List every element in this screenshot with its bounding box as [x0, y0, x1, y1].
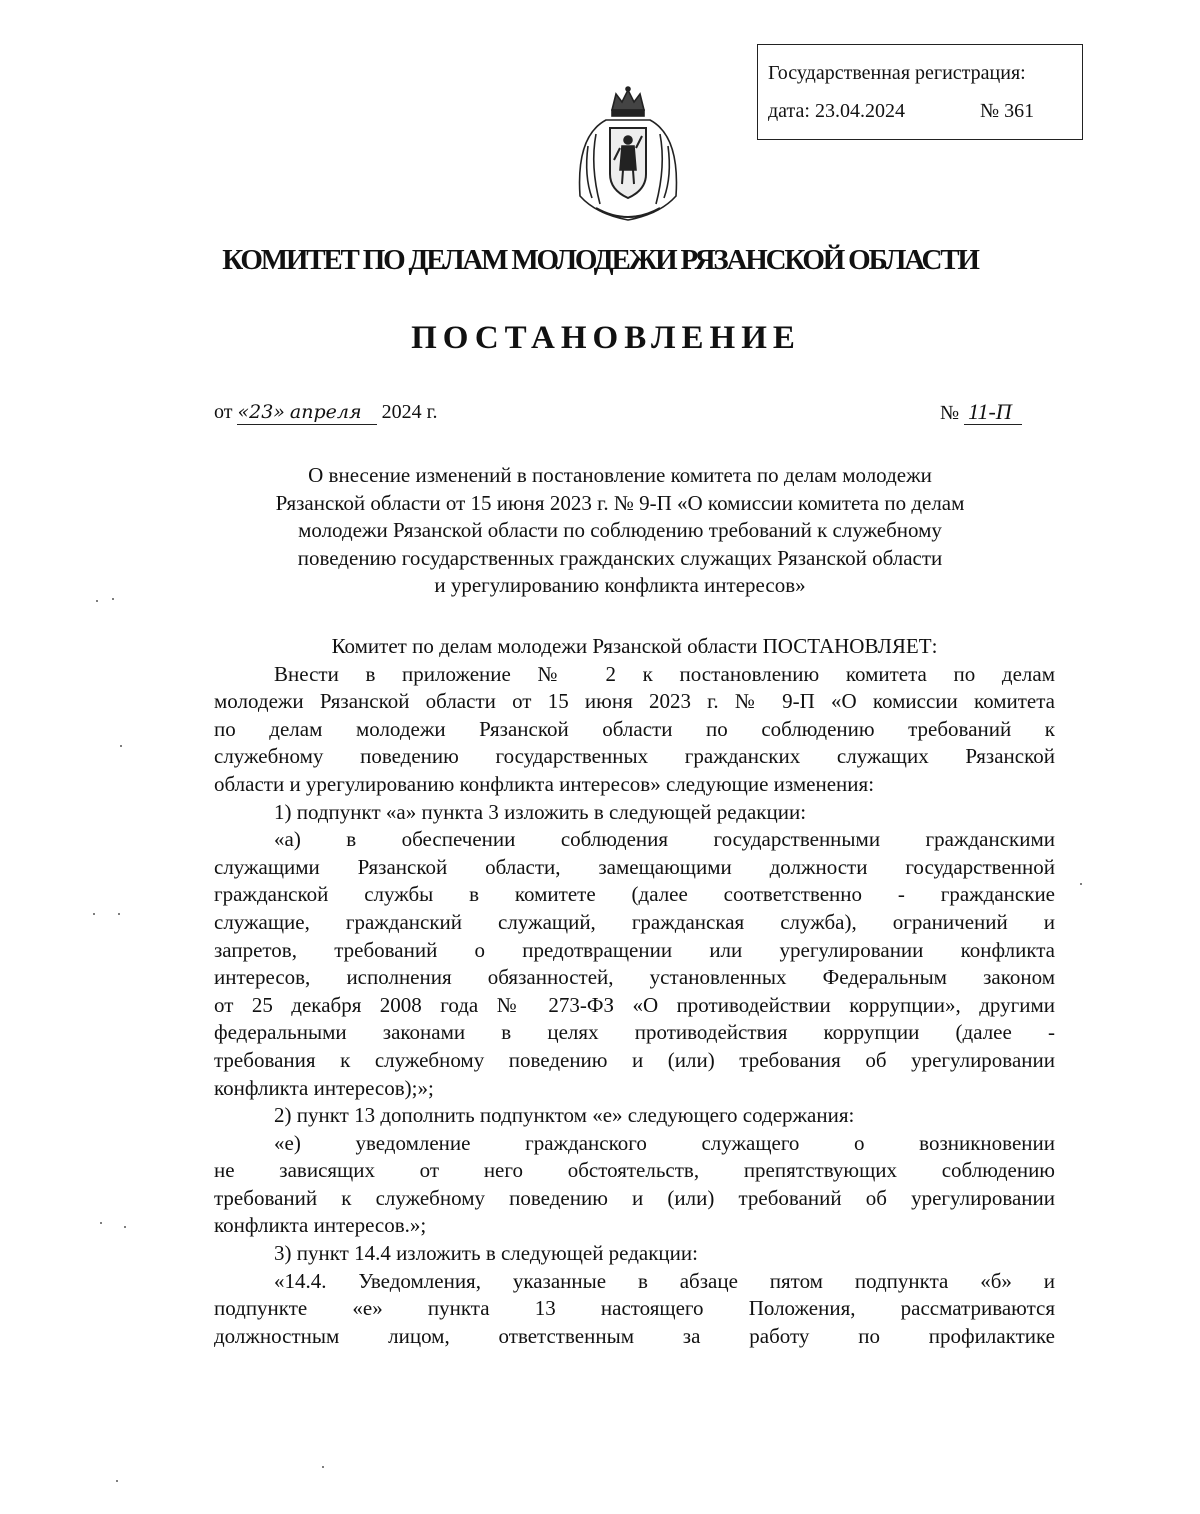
scan-speck: [96, 600, 98, 602]
document-type: ПОСТАНОВЛЕНИЕ: [411, 320, 801, 356]
handwritten-number: 11-П: [964, 399, 1022, 425]
scan-speck: [120, 745, 122, 747]
body-line: служебному поведению государственных гражданских служащих Рязанской: [214, 744, 1055, 769]
body-line: должностным лицом, ответственным за работу по профилактике: [214, 1323, 1055, 1348]
subject-line: О внесение изменений в постановление комитета по делам молодежи: [308, 463, 932, 487]
body-line: молодежи Рязанской области от 15 июня 2023 г. № 9-П «О комиссии комитета: [214, 689, 1055, 714]
body-line: требования к служебному поведению и (или) требования об урегулировании: [214, 1047, 1055, 1072]
document-date: [214, 401, 438, 425]
scan-speck: [322, 1466, 324, 1468]
scan-speck: [100, 1222, 102, 1224]
body-line: конфликта интересов);»;: [214, 1075, 434, 1100]
body-line: интересов, исполнения обязанностей, установленных Федеральным законом: [214, 965, 1055, 990]
scan-speck: [116, 1480, 118, 1482]
date-prefix: от: [214, 401, 233, 423]
scan-speck: [93, 913, 95, 915]
body-line: Внести в приложение № 2 к постановлению комитета по делам: [274, 661, 1055, 686]
scan-speck: [112, 598, 114, 600]
body-line: от 25 декабря 2008 года № 273-ФЗ «О противодействии коррупции», другими: [214, 992, 1055, 1017]
subject-line: и урегулированию конфликта интересов»: [434, 573, 806, 598]
document-number: [940, 399, 1022, 425]
body-line: «а) в обеспечении соблюдения государственными гражданскими: [274, 827, 1055, 852]
registration-stamp: [757, 44, 1083, 140]
body-line: гражданской службы в комитете (далее соответственно - гражданские: [214, 882, 1055, 907]
body-line: запретов, требований о предотвращении или урегулировании конфликта: [214, 937, 1055, 962]
handwritten-day: «23»: [237, 401, 285, 423]
body-line: «е) уведомление гражданского служащего о возникновении: [274, 1130, 1055, 1155]
subject-line: поведению государственных гражданских служащих Рязанской области: [297, 545, 943, 570]
scan-speck: [124, 1226, 126, 1228]
scan-speck: [118, 913, 120, 915]
organization-name: КОМИТЕТ ПО ДЕЛАМ МОЛОДЕЖИ РЯЗАНСКОЙ ОБЛАСТИ: [222, 244, 978, 276]
body-line: служащими Рязанской области, замещающими должности государственной: [214, 854, 1055, 879]
registration-number: № 361: [980, 100, 1035, 122]
body-line: 2) пункт 13 дополнить подпунктом «е» следующего содержания:: [274, 1103, 855, 1128]
body-line: конфликта интересов.»;: [214, 1213, 427, 1238]
document-subject: [180, 462, 1060, 600]
registration-title: Государственная регистрация:: [768, 62, 1026, 84]
subject-line: молодежи Рязанской области по соблюдению требований к служебному: [298, 518, 942, 543]
number-prefix: №: [940, 402, 960, 424]
document-body: [214, 633, 1055, 1350]
body-line: не зависящих от него обстоятельств, препятствующих соблюдению: [214, 1158, 1055, 1183]
date-year: 2024 г.: [381, 401, 438, 423]
body-line: области и урегулированию конфликта интересов» следующие изменения:: [214, 771, 875, 796]
body-line: подпункте «е» пункта 13 настоящего Положения, рассматриваются: [214, 1296, 1055, 1321]
registration-date: дата: 23.04.2024: [768, 100, 905, 122]
ryazan-coat-of-arms-icon: [566, 86, 690, 226]
body-line: по делам молодежи Рязанской области по соблюдению требований к: [214, 716, 1055, 741]
body-line: 1) подпункт «а» пункта 3 изложить в следующей редакции:: [274, 799, 807, 824]
body-line: федеральными законами в целях противодействия коррупции (далее -: [214, 1020, 1055, 1045]
body-line: «14.4. Уведомления, указанные в абзаце пятом подпункта «б» и: [274, 1268, 1055, 1293]
body-line: требований к служебному поведению и (или) требований об урегулировании: [214, 1185, 1055, 1210]
body-line: служащие, гражданский служащий, гражданская служба), ограничений и: [214, 909, 1055, 934]
handwritten-month: апреля: [289, 401, 362, 423]
body-line: Комитет по делам молодежи Рязанской области ПОСТАНОВЛЯЕТ:: [331, 634, 938, 658]
body-line: 3) пункт 14.4 изложить в следующей редакции:: [274, 1241, 698, 1266]
subject-line: Рязанской области от 15 июня 2023 г. № 9-П «О комиссии комитета по делам: [275, 490, 965, 515]
scan-speck: [1080, 883, 1082, 885]
